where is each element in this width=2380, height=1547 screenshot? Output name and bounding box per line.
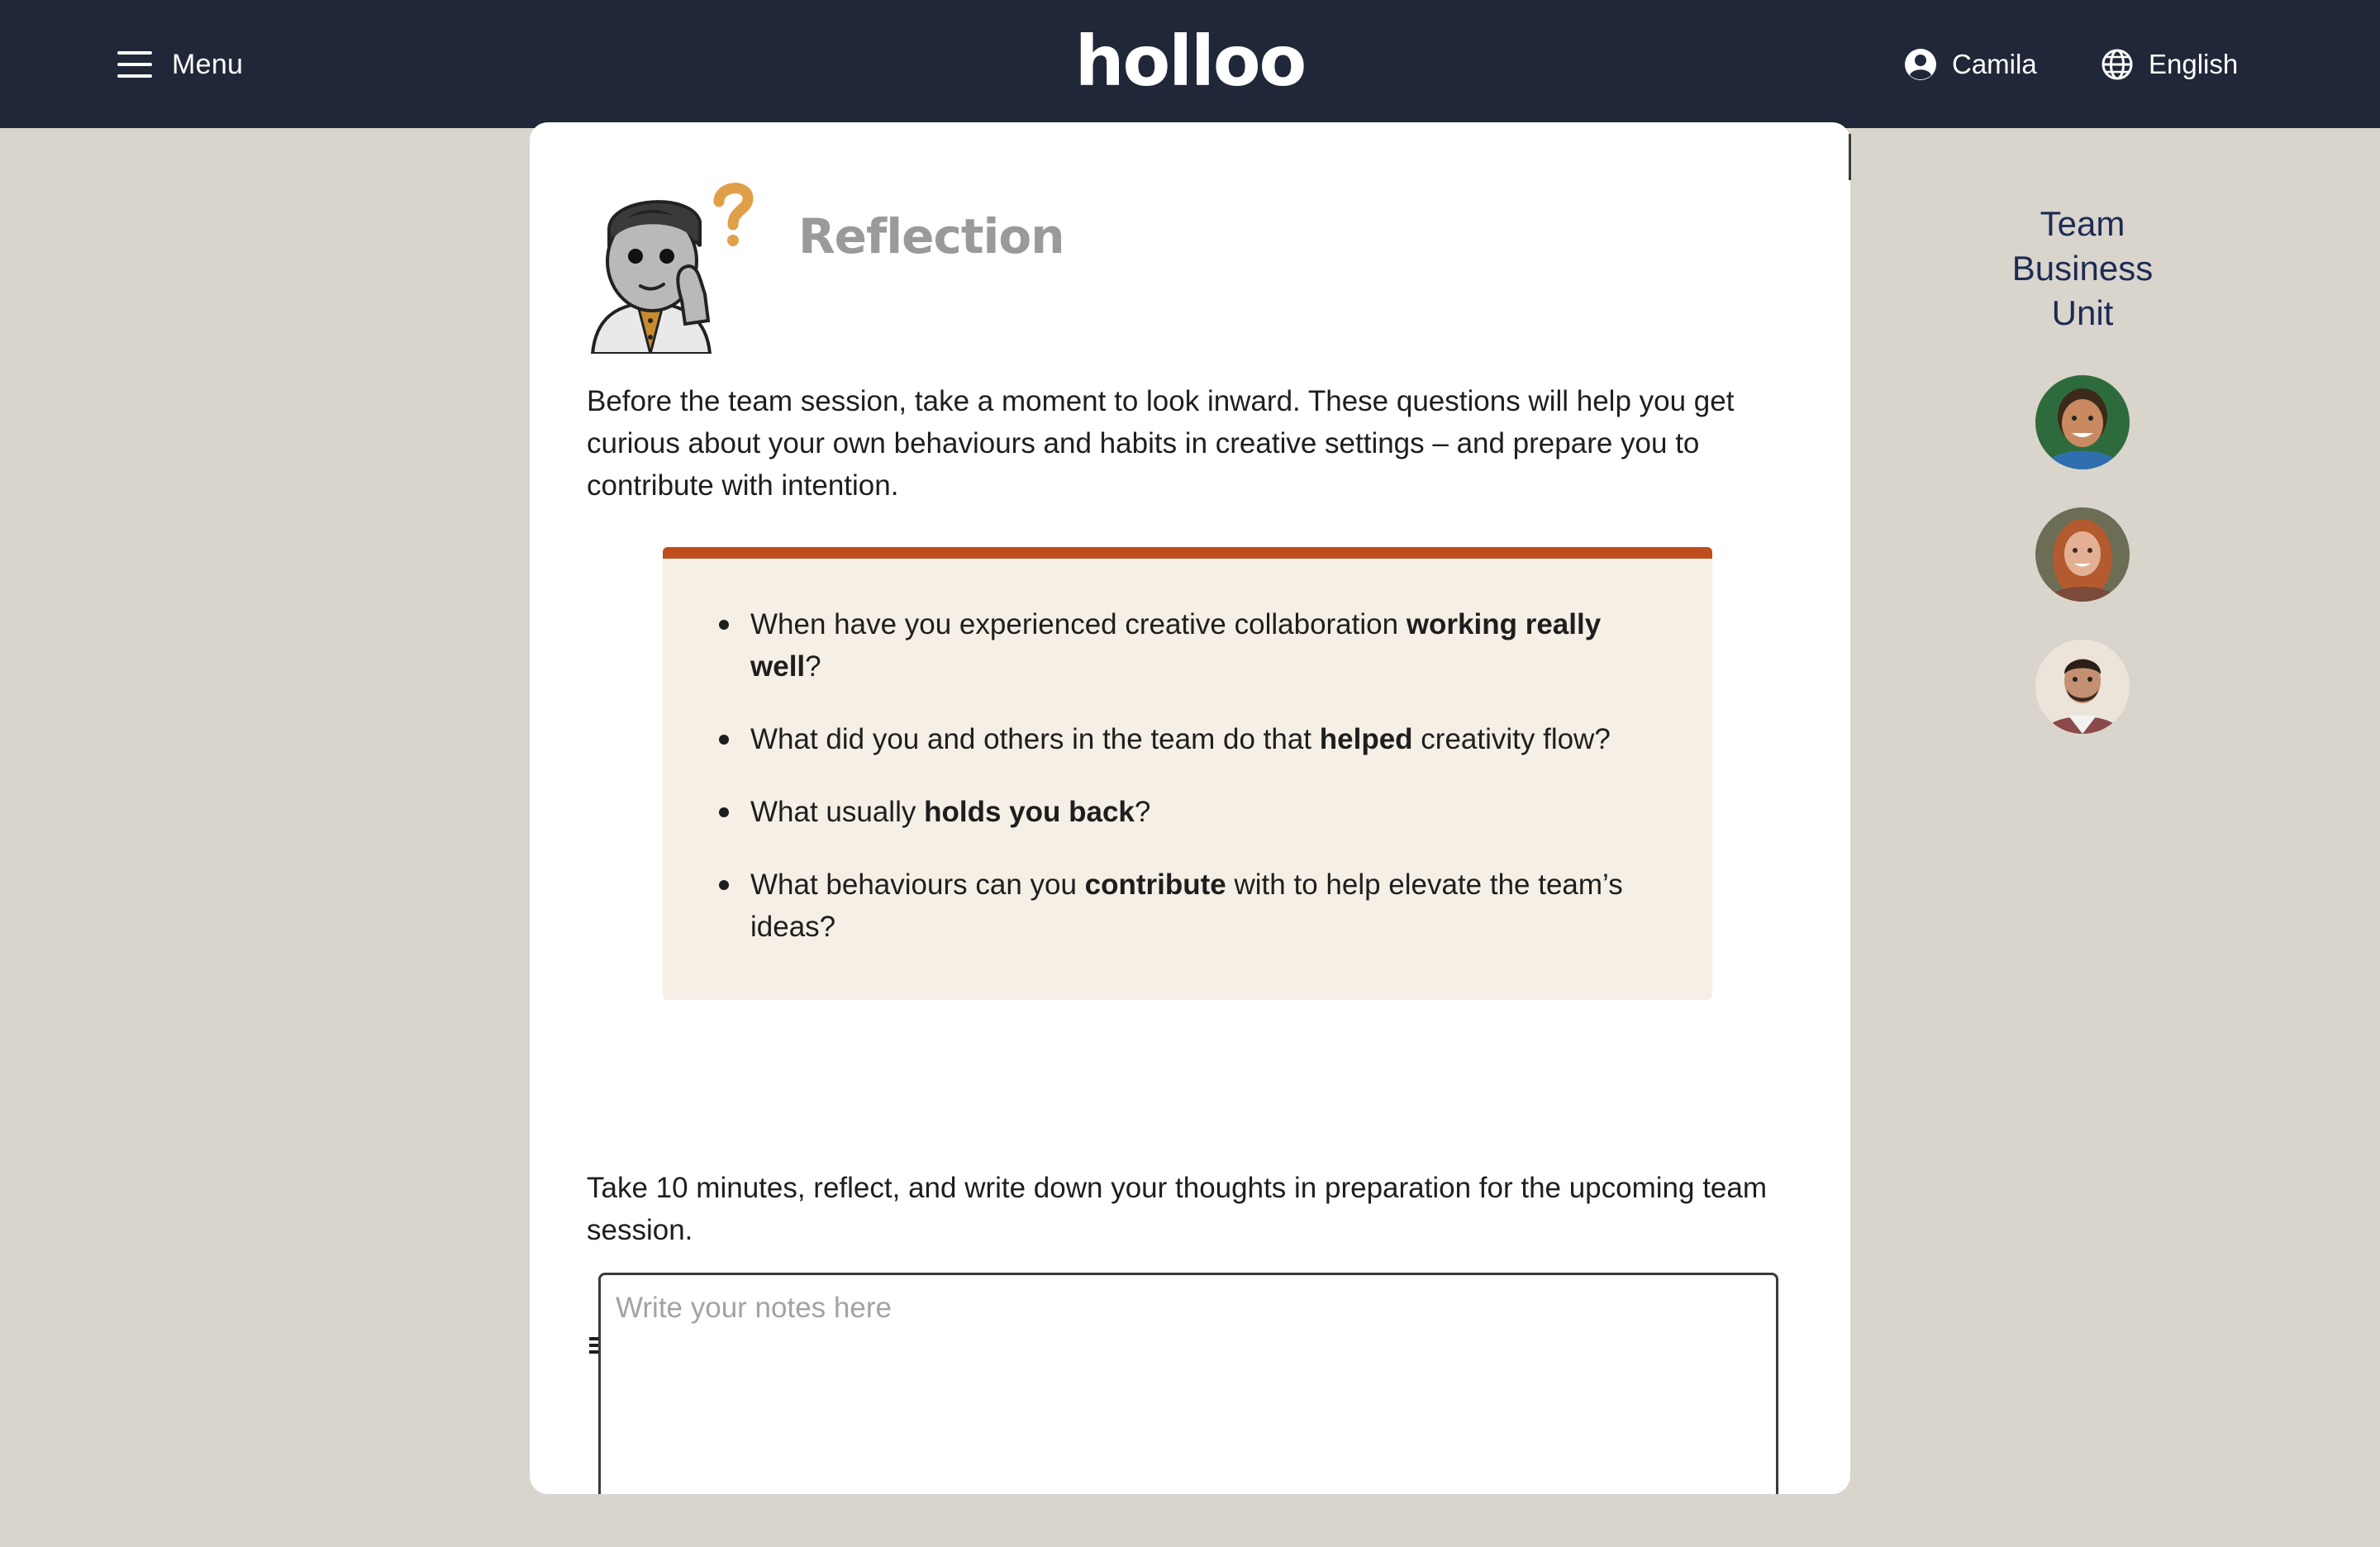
scrollbar-handle[interactable] [1849,134,1851,180]
avatar-photo [2035,375,2130,469]
top-navigation-bar [0,0,2380,128]
team-member-avatar[interactable] [2035,507,2130,602]
language-selector[interactable] [2101,43,2238,86]
team-member-avatar[interactable] [2035,640,2130,734]
menu-label: Menu [172,48,244,80]
accent-bar [663,547,1712,559]
question-item: When have you experienced creative collaboration working really well? [750,603,1668,688]
user-profile-button[interactable] [1904,43,2037,86]
question-item: What usually holds you back? [750,791,1668,833]
page-title: Reflection [798,208,1064,264]
user-icon [1904,48,1937,81]
questions-box [663,547,1712,1000]
intro-text: Before the team session, take a moment to look inward. These questions will help you get curious about your own behaviours and habits in creative settings – and prepare you to contribute with intention. [587,385,1735,502]
holloo-logo[interactable]: holloo [1074,21,1306,102]
avatar-photo [2035,507,2130,602]
hamburger-icon [117,51,152,78]
team-member-avatar[interactable] [2035,375,2130,469]
team-title: Team Business Unit [2011,204,2154,332]
avatar-photo [2035,640,2130,734]
globe-icon [2101,48,2134,81]
question-item: What did you and others in the team do that helped creativity flow? [750,718,1668,760]
instruction-text: Take 10 minutes, reflect, and write down your thoughts in preparation for the upcoming team session. [587,1172,1768,1246]
reflection-notes-input[interactable] [598,1273,1778,1494]
menu-button[interactable] [117,41,243,88]
reflection-card [530,122,1850,1494]
user-name: Camila [1952,49,2037,79]
question-item: What behaviours can you contribute with to help elevate the team’s ideas? [750,864,1668,948]
language-label: English [2149,49,2239,79]
questions-list [750,603,1668,978]
